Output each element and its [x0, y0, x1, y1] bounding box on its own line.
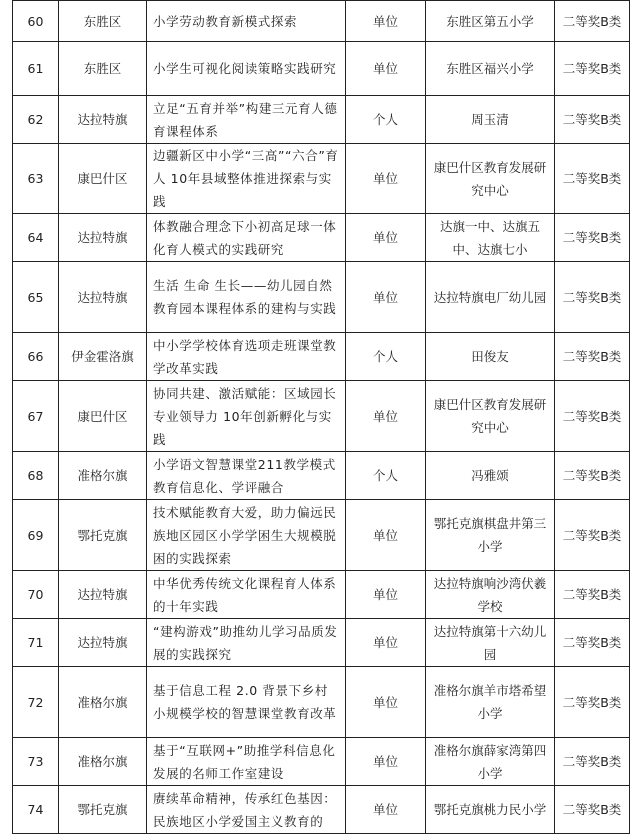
- district-cell: 达拉特旗: [59, 96, 147, 144]
- district-cell: 东胜区: [59, 1, 147, 42]
- applicant-type-cell: 单位: [346, 144, 426, 214]
- row-number: 68: [13, 452, 59, 500]
- applicant-type-cell: 单位: [346, 381, 426, 452]
- table-row: [13, 262, 630, 333]
- project-title-cell: 立足“五育并举”构建三元育人德育课程体系: [147, 96, 346, 144]
- award-level-cell: 二等奖B类: [555, 452, 630, 500]
- district-cell: 达拉特旗: [59, 214, 147, 262]
- awards-table-body: [13, 1, 630, 834]
- project-title-cell: 基于“互联网+”助推学科信息化发展的名师工作室建设: [147, 738, 346, 786]
- applicant-cell: 周玉清: [426, 96, 555, 144]
- row-number: 73: [13, 738, 59, 786]
- applicant-cell: 鄂托克旗棋盘井第三小学: [426, 500, 555, 571]
- applicant-type-cell: 单位: [346, 571, 426, 619]
- project-title-cell: “建构游戏”助推幼儿学习品质发展的实践探究: [147, 619, 346, 667]
- applicant-cell: 达旗一中、达旗五中、达旗七小: [426, 214, 555, 262]
- district-cell: 康巴什区: [59, 381, 147, 452]
- row-number: 74: [13, 786, 59, 834]
- district-cell: 伊金霍洛旗: [59, 333, 147, 381]
- table-row: [13, 214, 630, 262]
- row-number: 72: [13, 667, 59, 738]
- table-row: [13, 738, 630, 786]
- project-title-cell: 中小学学校体育选项走班课堂教学改革实践: [147, 333, 346, 381]
- project-title-cell: 小学劳动教育新模式探索: [147, 1, 346, 42]
- table-row: [13, 452, 630, 500]
- applicant-type-cell: 个人: [346, 96, 426, 144]
- applicant-cell: 东胜区福兴小学: [426, 42, 555, 96]
- award-level-cell: 二等奖B类: [555, 500, 630, 571]
- row-number: 64: [13, 214, 59, 262]
- district-cell: 准格尔旗: [59, 738, 147, 786]
- applicant-cell: 准格尔旗薛家湾第四小学: [426, 738, 555, 786]
- table-row: [13, 42, 630, 96]
- table-row: [13, 96, 630, 144]
- row-number: 69: [13, 500, 59, 571]
- applicant-type-cell: 单位: [346, 619, 426, 667]
- applicant-type-cell: 个人: [346, 452, 426, 500]
- award-level-cell: 二等奖B类: [555, 381, 630, 452]
- row-number: 66: [13, 333, 59, 381]
- award-level-cell: 二等奖B类: [555, 333, 630, 381]
- table-row: [13, 619, 630, 667]
- award-level-cell: 二等奖B类: [555, 571, 630, 619]
- project-title-cell: 体教融合理念下小初高足球一体化育人模式的实践研究: [147, 214, 346, 262]
- award-level-cell: 二等奖B类: [555, 1, 630, 42]
- project-title-cell: 技术赋能教育大爱，助力偏远民族地区园区小学学困生大规模脱困的实践探索: [147, 500, 346, 571]
- table-row: [13, 667, 630, 738]
- project-title-cell: 协同共建、激活赋能：区域园长专业领导力 10年创新孵化与实践: [147, 381, 346, 452]
- project-title-cell: 生活 生命 生长——幼儿园自然教育园本课程体系的建构与实践: [147, 262, 346, 333]
- row-number: 62: [13, 96, 59, 144]
- award-level-cell: 二等奖B类: [555, 214, 630, 262]
- district-cell: 准格尔旗: [59, 452, 147, 500]
- applicant-cell: 达拉特旗响沙湾伏羲学校: [426, 571, 555, 619]
- applicant-type-cell: 单位: [346, 42, 426, 96]
- project-title-cell: 小学生可视化阅读策略实践研究: [147, 42, 346, 96]
- applicant-type-cell: 个人: [346, 333, 426, 381]
- district-cell: 达拉特旗: [59, 262, 147, 333]
- district-cell: 康巴什区: [59, 144, 147, 214]
- applicant-cell: 准格尔旗羊市塔希望小学: [426, 667, 555, 738]
- applicant-type-cell: 单位: [346, 214, 426, 262]
- applicant-cell: 达拉特旗第十六幼儿园: [426, 619, 555, 667]
- award-level-cell: 二等奖B类: [555, 144, 630, 214]
- applicant-type-cell: 单位: [346, 667, 426, 738]
- applicant-type-cell: 单位: [346, 262, 426, 333]
- applicant-type-cell: 单位: [346, 738, 426, 786]
- applicant-cell: 达拉特旗电厂幼儿园: [426, 262, 555, 333]
- award-level-cell: 二等奖B类: [555, 42, 630, 96]
- row-number: 71: [13, 619, 59, 667]
- district-cell: 达拉特旗: [59, 619, 147, 667]
- project-title-cell: 小学语文智慧课堂211教学模式教育信息化、学评融合: [147, 452, 346, 500]
- award-level-cell: 二等奖B类: [555, 96, 630, 144]
- table-row: [13, 333, 630, 381]
- applicant-cell: 康巴什区教育发展研究中心: [426, 381, 555, 452]
- applicant-type-cell: 单位: [346, 786, 426, 834]
- applicant-type-cell: 单位: [346, 1, 426, 42]
- applicant-cell: 康巴什区教育发展研究中心: [426, 144, 555, 214]
- award-level-cell: 二等奖B类: [555, 619, 630, 667]
- district-cell: 鄂托克旗: [59, 500, 147, 571]
- award-level-cell: 二等奖B类: [555, 262, 630, 333]
- project-title-cell: 边疆新区中小学“三高”“六合”育人 10年县域整体推进探索与实践: [147, 144, 346, 214]
- award-level-cell: 二等奖B类: [555, 738, 630, 786]
- district-cell: 鄂托克旗: [59, 786, 147, 834]
- table-row: [13, 1, 630, 42]
- row-number: 63: [13, 144, 59, 214]
- awards-table: [12, 0, 630, 834]
- district-cell: 准格尔旗: [59, 667, 147, 738]
- table-row: [13, 381, 630, 452]
- row-number: 61: [13, 42, 59, 96]
- table-row: [13, 144, 630, 214]
- row-number: 70: [13, 571, 59, 619]
- row-number: 67: [13, 381, 59, 452]
- applicant-type-cell: 单位: [346, 500, 426, 571]
- district-cell: 达拉特旗: [59, 571, 147, 619]
- applicant-cell: 冯雅颂: [426, 452, 555, 500]
- applicant-cell: 鄂托克旗桃力民小学: [426, 786, 555, 834]
- award-level-cell: 二等奖B类: [555, 667, 630, 738]
- project-title-cell: 基于信息工程 2.0 背景下乡村小规模学校的智慧课堂教育改革: [147, 667, 346, 738]
- project-title-cell: 中华优秀传统文化课程育人体系的十年实践: [147, 571, 346, 619]
- table-row: [13, 500, 630, 571]
- table-row: [13, 786, 630, 834]
- applicant-cell: 东胜区第五小学: [426, 1, 555, 42]
- row-number: 60: [13, 1, 59, 42]
- applicant-cell: 田俊友: [426, 333, 555, 381]
- award-level-cell: 二等奖B类: [555, 786, 630, 834]
- row-number: 65: [13, 262, 59, 333]
- table-row: [13, 571, 630, 619]
- district-cell: 东胜区: [59, 42, 147, 96]
- project-title-cell: 赓续革命精神，传承红色基因：民族地区小学爱国主义教育的: [147, 786, 346, 834]
